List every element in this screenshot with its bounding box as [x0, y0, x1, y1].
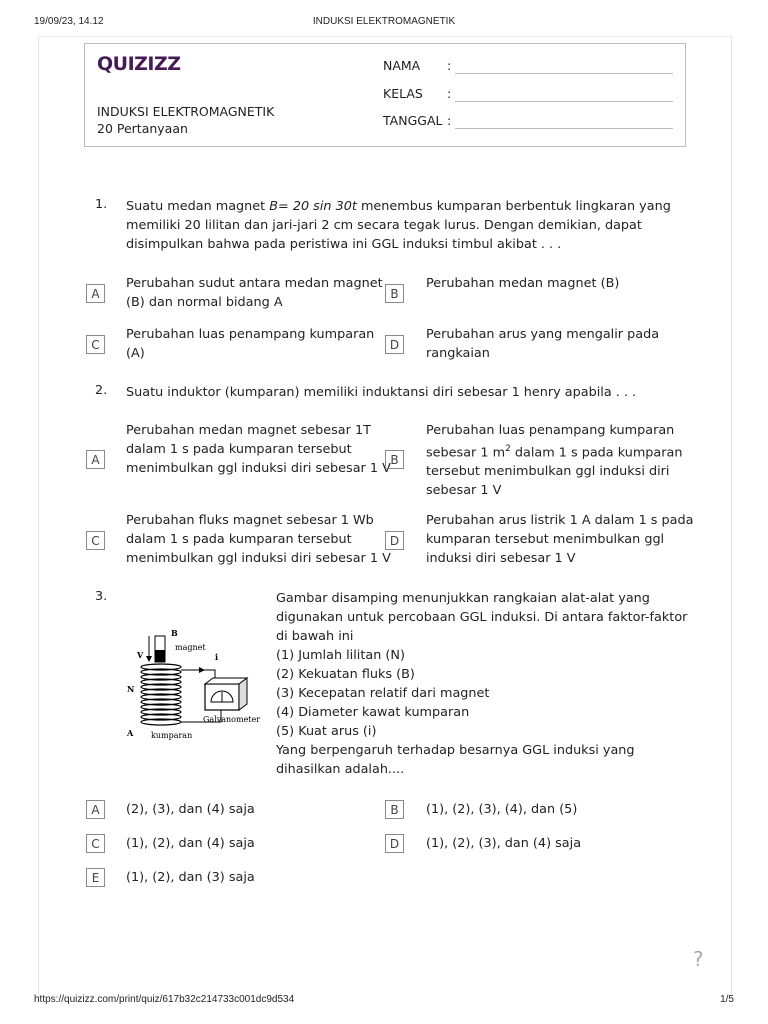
- q3-option-a-text[interactable]: (2), (3), dan (4) saja: [126, 802, 255, 817]
- q1-c-line: (A): [126, 346, 145, 361]
- induction-apparatus-figure: [125, 626, 265, 742]
- question-3-number: 3.: [95, 589, 108, 604]
- question-3-text: [276, 589, 696, 779]
- current-arrow: [199, 667, 205, 673]
- q3-line: (2) Kekuatan fluks (B): [276, 667, 415, 682]
- q1-option-b-box[interactable]: B: [385, 284, 404, 303]
- question-1-line-3: disimpulkan bahwa pada peristiwa ini GGL induksi timbul akibat . . .: [126, 237, 562, 252]
- label-a: A: [127, 728, 134, 738]
- q2-b-line: tersebut menimbulkan ggl induksi diri: [426, 464, 670, 480]
- quizizz-logo: QUIZIZZ: [97, 53, 181, 75]
- label-b: B: [171, 628, 178, 638]
- name-field[interactable]: [383, 58, 451, 73]
- q1-option-c-text[interactable]: [126, 325, 374, 363]
- q1-a-line: (B) dan normal bidang A: [126, 295, 283, 310]
- q2-d-line: kumparan tersebut menimbulkan ggl: [426, 532, 665, 547]
- date-sep: :: [447, 113, 452, 128]
- q1-b-line: Perubahan medan magnet (B): [426, 276, 620, 291]
- q1-option-c-box[interactable]: C: [86, 335, 105, 354]
- q2-c-line: dalam 1 s pada kumparan tersebut: [126, 532, 352, 547]
- q3-line: digunakan untuk percobaan GGL induksi. Di antara faktor-faktor: [276, 610, 688, 625]
- q3-option-e-box[interactable]: E: [86, 868, 105, 887]
- q3-line: (3) Kecepatan relatif dari magnet: [276, 686, 490, 701]
- name-sep: :: [447, 58, 452, 73]
- q2-option-b-box[interactable]: B: [385, 450, 404, 469]
- q2-b-pre: sebesar 1 m: [426, 445, 506, 461]
- magnet-pole: [155, 650, 165, 662]
- help-icon[interactable]: ?: [693, 947, 704, 971]
- q3-line: Yang berpengaruh terhadap besarnya GGL induksi yang: [276, 743, 635, 758]
- q1-option-d-box[interactable]: D: [385, 335, 404, 354]
- q2-b-sup: 2: [505, 444, 511, 454]
- q2-c-line: menimbulkan ggl induksi diri sebesar 1 V: [126, 551, 391, 566]
- q2-b-line: Perubahan luas penampang kumparan: [426, 423, 675, 438]
- q3-option-d-box[interactable]: D: [385, 834, 404, 853]
- q2-option-a-box[interactable]: A: [86, 450, 105, 469]
- class-sep: :: [447, 86, 452, 101]
- class-line: [455, 101, 673, 102]
- name-line: [455, 73, 673, 74]
- q2-option-d-text[interactable]: [426, 511, 693, 568]
- label-kumparan: kumparan: [151, 731, 193, 740]
- label-v: V: [137, 650, 144, 660]
- q2-option-a-text[interactable]: [126, 421, 391, 478]
- galvanometer-side: [239, 678, 247, 710]
- q1-option-a-box[interactable]: A: [86, 284, 105, 303]
- q3-line: dihasilkan adalah....: [276, 762, 405, 777]
- q2-option-c-text[interactable]: [126, 511, 391, 568]
- class-field[interactable]: [383, 86, 451, 101]
- q2-a-line: menimbulkan ggl induksi diri sebesar 1 V: [126, 461, 391, 476]
- q1-c-line: Perubahan luas penampang kumparan: [126, 327, 375, 342]
- q1-d-line: rangkaian: [426, 346, 490, 361]
- q2-b-line: sebesar 1 V: [426, 483, 502, 499]
- q2-option-c-box[interactable]: C: [86, 531, 105, 550]
- question-1-number: 1.: [95, 197, 108, 212]
- q1-pre: Suatu medan magnet: [126, 199, 270, 214]
- question-2-number: 2.: [95, 383, 108, 398]
- q3-option-b-box[interactable]: B: [385, 800, 404, 819]
- q1-post: menembus kumparan berbentuk lingkaran yang: [356, 199, 671, 214]
- q3-option-e-text[interactable]: (1), (2), dan (3) saja: [126, 870, 255, 885]
- q1-formula: B= 20 sin 30t: [269, 199, 357, 214]
- q2-b-line-2: [426, 440, 682, 462]
- q3-option-b-text[interactable]: (1), (2), (3), (4), dan (5): [426, 802, 578, 817]
- q2-option-b-text[interactable]: [426, 421, 682, 500]
- q3-line: di bawah ini: [276, 629, 354, 644]
- date-field[interactable]: [383, 113, 451, 128]
- name-label: NAMA: [383, 58, 421, 73]
- q3-option-a-box[interactable]: A: [86, 800, 105, 819]
- question-2-text: Suatu induktor (kumparan) memiliki induktansi diri sebesar 1 henry apabila . . .: [126, 385, 637, 400]
- q3-line: Gambar disamping menunjukkan rangkaian alat-alat yang: [276, 591, 650, 606]
- q1-a-line: Perubahan sudut antara medan magnet: [126, 276, 383, 291]
- q1-d-line: Perubahan arus yang mengalir pada: [426, 327, 660, 342]
- date-label: TANGGAL: [383, 113, 443, 128]
- question-1-line-2: memiliki 20 lilitan dan jari-jari 2 cm secara tegak lurus. Dengan demikian, dapat: [126, 218, 642, 233]
- question-count: 20 Pertanyaan: [97, 121, 188, 136]
- q2-c-line: Perubahan fluks magnet sebesar 1 Wb: [126, 513, 374, 528]
- q3-line: (4) Diameter kawat kumparan: [276, 705, 470, 720]
- coil: [141, 664, 181, 725]
- q3-option-c-box[interactable]: C: [86, 834, 105, 853]
- q3-option-c-text[interactable]: (1), (2), dan (4) saja: [126, 836, 255, 851]
- quiz-header-box: [84, 43, 686, 147]
- q1-option-d-text[interactable]: [426, 325, 659, 363]
- q2-d-line: Perubahan arus listrik 1 A dalam 1 s pada: [426, 513, 694, 528]
- quiz-title: INDUKSI ELEKTROMAGNETIK: [97, 104, 275, 119]
- label-galvanometer: Galvanometer: [203, 715, 261, 724]
- q2-d-line: induksi diri sebesar 1 V: [426, 551, 576, 566]
- q2-b-post: dalam 1 s pada kumparan: [510, 445, 683, 461]
- class-label: KELAS: [383, 86, 423, 101]
- label-i: i: [215, 652, 219, 662]
- q3-line: (5) Kuat arus (i): [276, 724, 377, 739]
- print-doc-title: INDUKSI ELEKTROMAGNETIK: [312, 16, 456, 27]
- question-1-text: [126, 197, 686, 254]
- q2-option-d-box[interactable]: D: [385, 531, 404, 550]
- velocity-arrow-head: [146, 656, 152, 662]
- label-magnet: magnet: [175, 643, 206, 652]
- q1-option-b-text[interactable]: [426, 274, 619, 293]
- date-line: [455, 128, 673, 129]
- label-n: N: [127, 684, 135, 694]
- print-date: 19/09/23, 14.12: [34, 16, 104, 27]
- question-1-line-1: [126, 197, 686, 216]
- q3-line: (1) Jumlah lilitan (N): [276, 648, 405, 663]
- q3-option-d-text[interactable]: (1), (2), (3), dan (4) saja: [426, 836, 582, 851]
- print-page-number: 1/5: [720, 994, 734, 1005]
- q2-a-line: Perubahan medan magnet sebesar 1T: [126, 423, 371, 438]
- q1-option-a-text[interactable]: [126, 274, 383, 312]
- print-url: https://quizizz.com/print/quiz/617b32c214733c001dc9d534: [34, 994, 295, 1005]
- q2-a-line: dalam 1 s pada kumparan tersebut: [126, 442, 352, 457]
